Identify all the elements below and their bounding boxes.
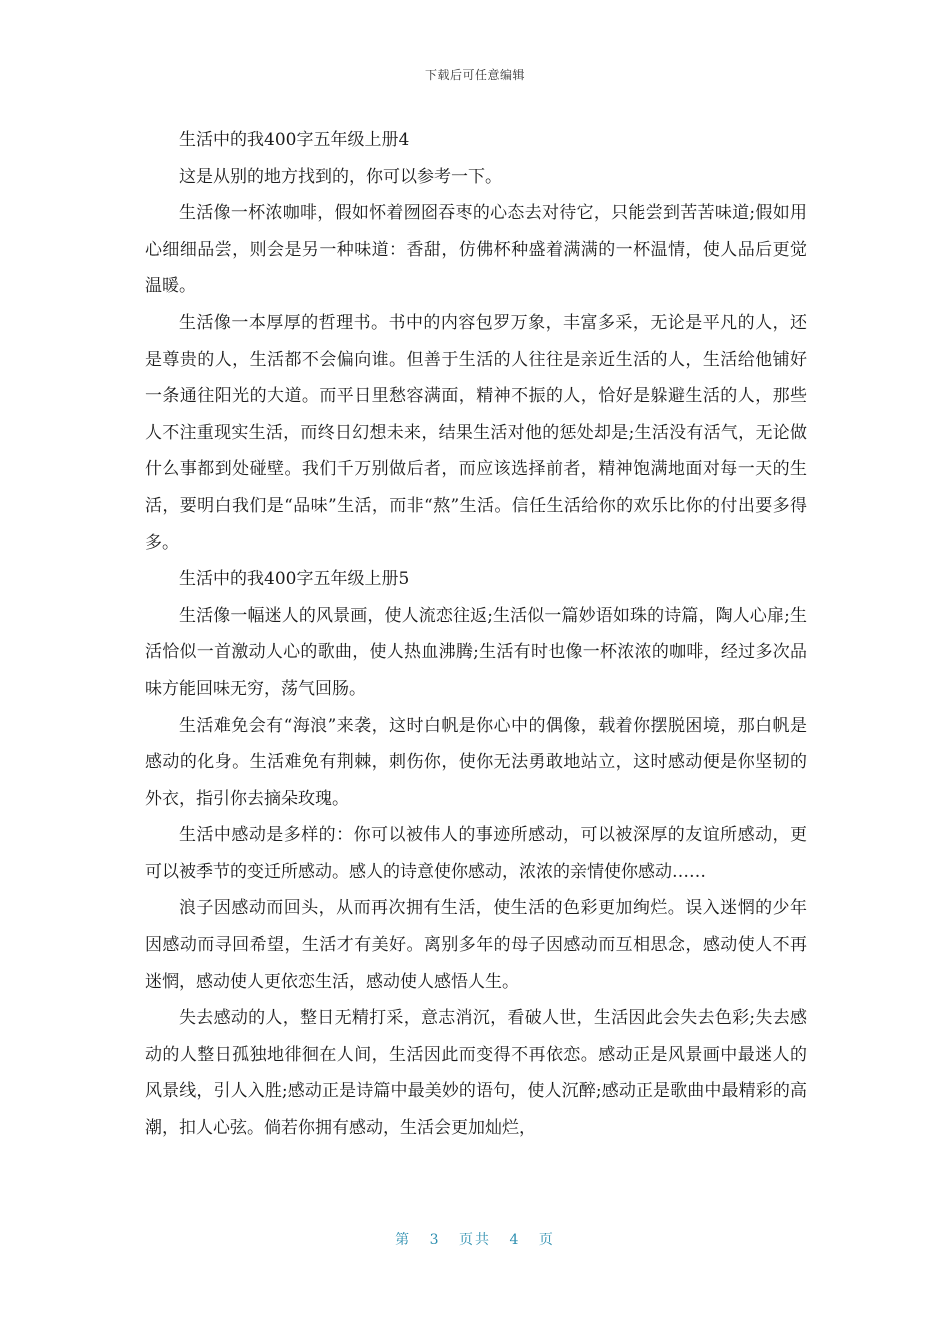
footer-label-page: 第	[395, 1232, 412, 1248]
paragraph: 这是从别的地方找到的，你可以参考一下。	[179, 166, 502, 187]
page-number-footer	[0, 1229, 950, 1249]
paragraph: 生活难免会有“海浪”来袭，这时白帆是你心中的偶像，载着你摆脱困境，那白帆是感动的化身。生活难免有荆棘，刺伤你，使你无法勇敢地站立，这时感动便是你坚韧的外衣，指引你去摘朵玫瑰。	[145, 715, 807, 809]
paragraph: 浪子因感动而回头，从而再次拥有生活，使生活的色彩更加绚烂。误入迷惘的少年因感动而寻回希望，生活才有美好。离别多年的母子因感动而互相思念，感动使人不再迷惘，感动使人更依恋生活，感动使人感悟人生。	[145, 898, 807, 992]
paragraph: 生活像一本厚厚的哲理书。书中的内容包罗万象，丰富多采，无论是平凡的人，还是尊贵的人，生活都不会偏向谁。但善于生活的人往往是亲近生活的人，生活给他铺好一条通往阳光的大道。而平日里愁容满面，精神不振的人，恰好是躲避生活的人，那些人不注重现实生活，而终日幻想未来，结果生活对他的惩处却是;生活没有活气，无论做什么事都到处碰壁。我们千万别做后者，而应该选择前者，精神饱满地面对每一天的生活，要明白我们是“品味”生活，而非“熬”生活。信任生活给你的欢乐比你的付出要多得多。	[145, 312, 807, 553]
footer-label-of: 页共	[459, 1232, 491, 1248]
total-pages-number: 4	[509, 1232, 521, 1248]
paragraph: 生活中感动是多样的：你可以被伟人的事迹所感动，可以被深厚的友谊所感动，更可以被季节的变迁所感动。感人的诗意使你感动，浓浓的亲情使你感动……	[145, 825, 807, 882]
document-body	[145, 122, 807, 1147]
paragraph: 生活像一杯浓咖啡，假如怀着囫囵吞枣的心态去对待它，只能尝到苦苦味道;假如用心细细品尝，则会是另一种味道：香甜，仿佛杯种盛着满满的一杯温情，使人品后更觉温暖。	[145, 203, 807, 297]
section-title-5: 生活中的我400字五年级上册5	[179, 569, 410, 590]
current-page-number: 3	[429, 1232, 441, 1248]
page-header-note: 下载后可任意编辑	[424, 68, 525, 82]
footer-label-end: 页	[538, 1232, 555, 1248]
paragraph: 失去感动的人，整日无精打采，意志消沉，看破人世，生活因此会失去色彩;失去感动的人整日孤独地徘徊在人间，生活因此而变得不再依恋。感动正是风景画中最迷人的风景线，引人入胜;感动正是诗篇中最美妙的语句，使人沉醉;感动正是歌曲中最精彩的高潮，扣人心弦。倘若你拥有感动，生活会更加灿烂，	[145, 1008, 807, 1139]
section-title-4: 生活中的我400字五年级上册4	[179, 130, 410, 150]
paragraph: 生活像一幅迷人的风景画，使人流恋往返;生活似一篇妙语如珠的诗篇，陶人心扉;生活恰似一首激动人心的歌曲，使人热血沸腾;生活有时也像一杯浓浓的咖啡，经过多次品味方能回味无穷，荡气回肠。	[145, 605, 807, 699]
